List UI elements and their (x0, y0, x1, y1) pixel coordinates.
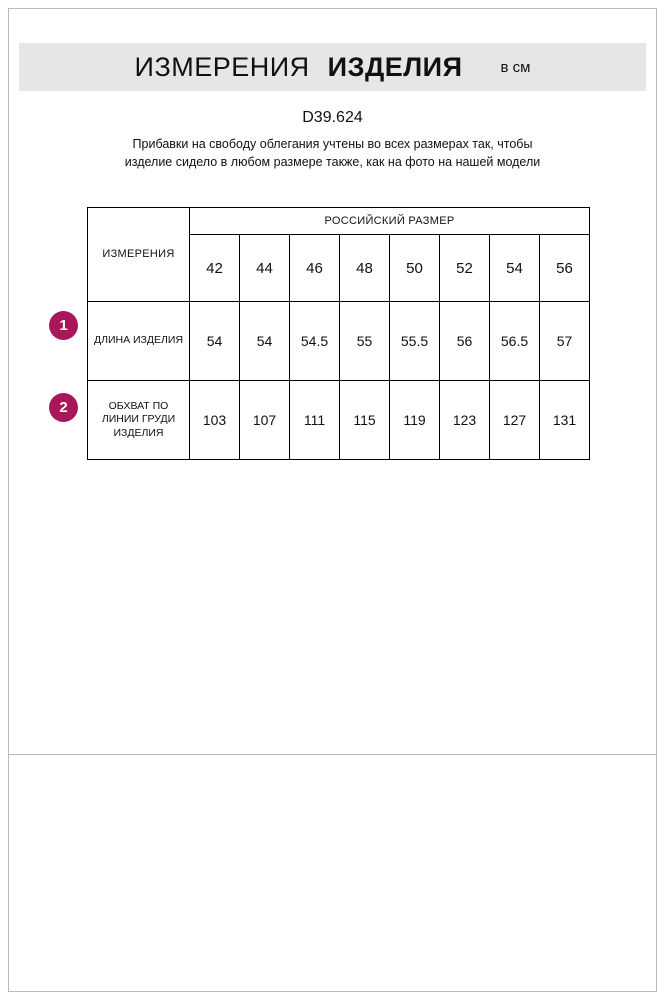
cell-length-52: 56 (440, 302, 490, 381)
cell-length-48: 55 (340, 302, 390, 381)
bullet-marker-1: 1 (49, 311, 78, 340)
group-header-cell: РОССИЙСКИЙ РАЗМЕР (190, 208, 590, 235)
cell-length-56: 57 (540, 302, 590, 381)
header-title-bold: ИЗДЕЛИЯ (327, 51, 463, 82)
row-label-chest: ОБХВАТ ПО ЛИНИИ ГРУДИ ИЗДЕЛИЯ (88, 381, 190, 460)
document-page (8, 8, 657, 992)
table-row (88, 381, 590, 460)
cell-length-42: 54 (190, 302, 240, 381)
table-group-header-row (88, 208, 590, 235)
cell-chest-56: 131 (540, 381, 590, 460)
size-table (87, 207, 590, 460)
size-header-52: 52 (440, 235, 490, 302)
cell-chest-48: 115 (340, 381, 390, 460)
bottom-divider (9, 754, 656, 755)
header-band (19, 43, 646, 91)
fit-note: Прибавки на свободу облегания учтены во всех размерах так, чтобы изделие сидело в любом размере также, как на фото на нашей модели (124, 137, 541, 170)
cell-chest-44: 107 (240, 381, 290, 460)
cell-length-44: 54 (240, 302, 290, 381)
header-units: в см (500, 58, 531, 76)
table-row (88, 302, 590, 381)
cell-chest-54: 127 (490, 381, 540, 460)
cell-length-46: 54.5 (290, 302, 340, 381)
size-header-44: 44 (240, 235, 290, 302)
bullet-marker-2: 2 (49, 393, 78, 422)
cell-chest-46: 111 (290, 381, 340, 460)
measure-header-cell: ИЗМЕРЕНИЯ (88, 208, 190, 302)
header-title-light: ИЗМЕРЕНИЯ (134, 51, 310, 82)
row-label-length: ДЛИНА ИЗДЕЛИЯ (88, 302, 190, 381)
size-table-wrapper (9, 207, 656, 460)
page-content (9, 9, 656, 460)
cell-chest-50: 119 (390, 381, 440, 460)
size-header-56: 56 (540, 235, 590, 302)
cell-length-50: 55.5 (390, 302, 440, 381)
article-code: D39.624 (302, 109, 363, 126)
cell-chest-52: 123 (440, 381, 490, 460)
size-header-46: 46 (290, 235, 340, 302)
cell-chest-42: 103 (190, 381, 240, 460)
size-header-42: 42 (190, 235, 240, 302)
cell-length-54: 56.5 (490, 302, 540, 381)
size-header-50: 50 (390, 235, 440, 302)
size-header-48: 48 (340, 235, 390, 302)
size-header-54: 54 (490, 235, 540, 302)
